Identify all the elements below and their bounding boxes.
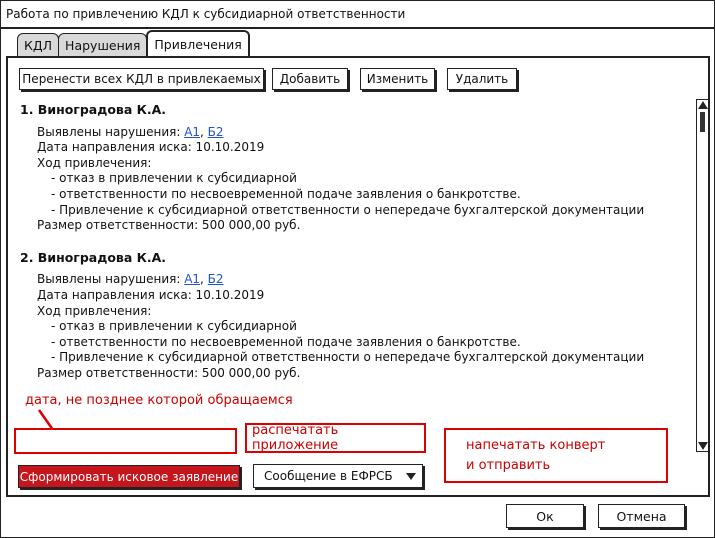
print-appendix-label: распечатать приложение: [252, 423, 339, 453]
tab-violations[interactable]: [58, 33, 147, 56]
print-appendix-box[interactable]: [245, 423, 426, 453]
case-item: [20, 102, 670, 234]
efrsb-message-select[interactable]: [253, 464, 423, 488]
violations-label: Выявлены нарушения:: [37, 124, 185, 139]
print-envelope-line: напечатать конверт: [466, 438, 606, 453]
chevron-down-icon: [406, 473, 416, 480]
claim-date: Дата направления иска: 10.10.2019: [37, 140, 265, 155]
progress-step: - отказ в привлечении к субсидиарной: [51, 319, 297, 334]
tab-label: Нарушения: [65, 37, 141, 53]
tab-label: Привлечения: [154, 36, 242, 52]
scroll-down-arrow-icon[interactable]: [698, 442, 708, 450]
tab-involvement[interactable]: [146, 30, 249, 56]
deadline-date-field[interactable]: [14, 428, 237, 454]
cases-list: [20, 102, 670, 398]
delete-button[interactable]: Удалить: [447, 68, 517, 90]
involvement-panel: [6, 56, 710, 497]
ok-button[interactable]: Ок: [506, 504, 584, 528]
violations-line: Выявлены нарушения: А1, Б2: [37, 272, 224, 287]
add-button[interactable]: Добавить: [272, 68, 348, 90]
date-annotation-note: дата, не позднее которой обращаемся: [25, 393, 293, 408]
liability-amount: Размер ответственности: 500 000,00 руб.: [37, 218, 301, 233]
edit-button[interactable]: Изменить: [360, 68, 435, 90]
efrsb-select-value: Сообщение в ЕФРСБ: [264, 469, 393, 483]
cancel-button[interactable]: Отмена: [598, 504, 685, 528]
progress-header: Ход привлечения:: [37, 155, 152, 170]
violation-link-a1[interactable]: А1: [184, 272, 201, 287]
case-item: [20, 250, 670, 382]
case-title: 1. Виноградова К.А.: [20, 102, 166, 117]
title-bar: [1, 1, 714, 29]
progress-step: - Привлечение к субсидиарной ответственности о непередаче бухгалтерской документации: [51, 350, 645, 365]
claim-date: Дата направления иска: 10.10.2019: [37, 287, 265, 302]
print-envelope-box[interactable]: [444, 428, 668, 483]
scroll-thumb[interactable]: [700, 112, 705, 132]
progress-step: - отказ в привлечении к субсидиарной: [51, 171, 297, 186]
scroll-up-arrow-icon[interactable]: [698, 101, 708, 109]
violation-link-b2[interactable]: Б2: [207, 272, 224, 287]
liability-amount: Размер ответственности: 500 000,00 руб.: [37, 365, 301, 380]
violations-line: Выявлены нарушения: А1, Б2: [37, 124, 224, 139]
violations-label: Выявлены нарушения:: [37, 272, 185, 287]
print-envelope-line: и отправить: [466, 458, 551, 473]
case-title: 2. Виноградова К.А.: [20, 249, 166, 265]
generate-claim-button[interactable]: Сформировать исковое заявление: [18, 465, 240, 488]
tab-strip: [17, 32, 249, 56]
violation-link-b2[interactable]: Б2: [207, 124, 224, 139]
violation-link-a1[interactable]: А1: [184, 124, 201, 139]
progress-header: Ход привлечения:: [37, 303, 152, 318]
progress-step: - ответственности по несвоевременной подаче заявления о банкротстве.: [51, 334, 521, 349]
transfer-all-button[interactable]: Перенести всех КДЛ в привлекаемых: [19, 68, 264, 90]
tab-kdl[interactable]: [17, 33, 59, 56]
progress-step: - ответственности по несвоевременной подаче заявления о банкротстве.: [51, 186, 521, 201]
tab-label: КДЛ: [24, 37, 53, 53]
window-title: Работа по привлечению КДЛ к субсидиарной ответственности: [6, 7, 406, 21]
progress-step: - Привлечение к субсидиарной ответственности о непередаче бухгалтерской документации: [51, 202, 645, 217]
vertical-scrollbar[interactable]: [696, 99, 709, 452]
